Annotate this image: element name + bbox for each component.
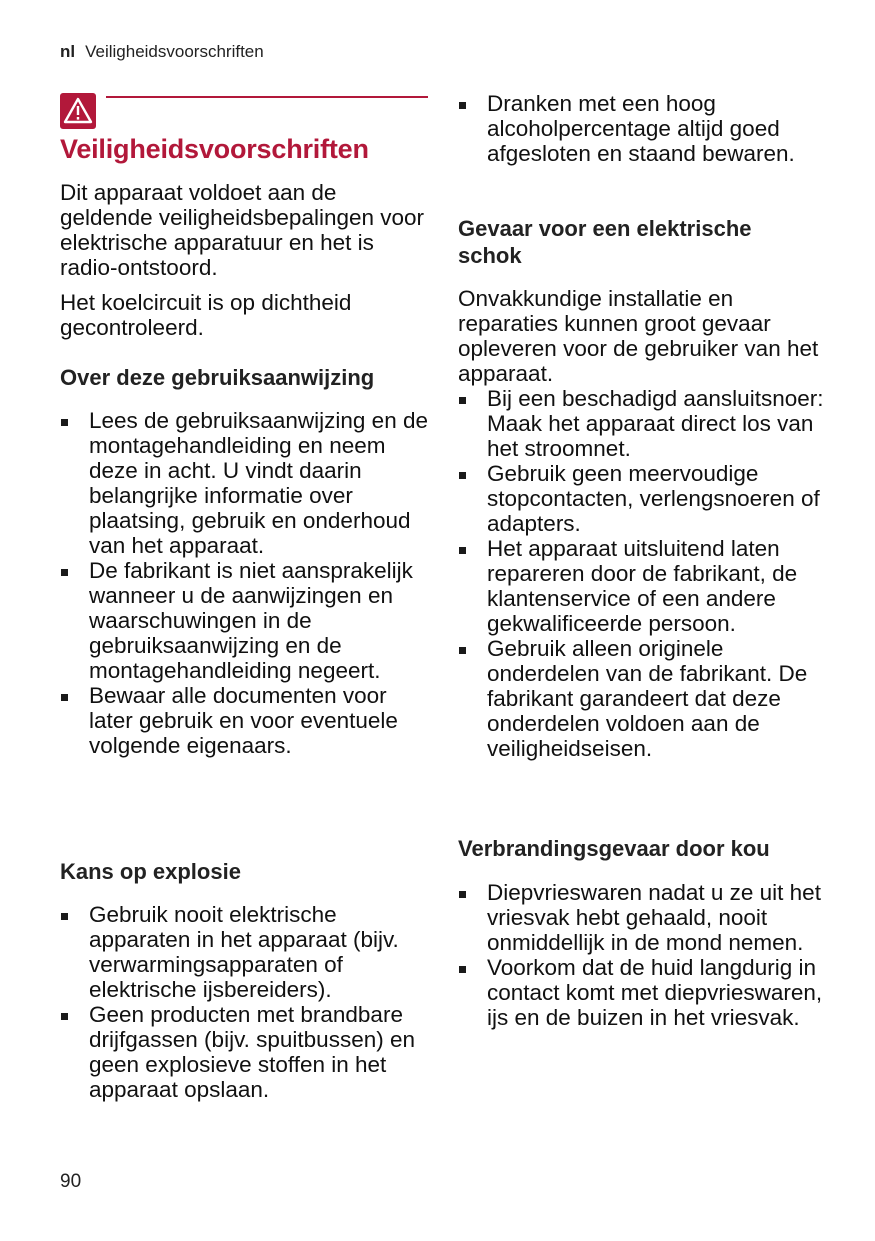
language-code: nl xyxy=(60,42,76,61)
heading-manual: Over deze gebruiksaanwijzing xyxy=(60,365,375,390)
list-item: Voorkom dat de huid langdurig in contact komt met diepvrieswaren, ijs en de buizen in het vriesvak. xyxy=(458,955,828,1030)
list-item: Gebruik nooit elektrische apparaten in het apparaat (bijv. verwarmingsapparaten of elektrische ijsbereiders). xyxy=(60,902,428,1002)
list-item: De fabrikant is niet aansprakelijk wanneer u de aanwijzingen en waarschuwingen in de gebruiksaanwijzing en de montagehandleiding negeert. xyxy=(60,558,428,683)
intro-paragraph-2: Het koelcircuit is op dichtheid gecontroleerd. xyxy=(60,290,352,340)
title-rule xyxy=(106,96,428,98)
list-item: Bewaar alle documenten voor later gebruik en voor eventuele volgende eigenaars. xyxy=(60,683,428,758)
electric-list xyxy=(458,386,828,761)
warning-triangle-icon xyxy=(60,93,96,129)
heading-electric: Gevaar voor een elektrische schok xyxy=(458,216,752,268)
explosion-list-continued xyxy=(458,91,828,166)
list-item: Gebruik alleen originele onderdelen van de fabrikant. De fabrikant garandeert dat deze onderdelen voldoen aan de veiligheidseisen. xyxy=(458,636,828,761)
explosion-list xyxy=(60,902,428,1102)
manual-list xyxy=(60,408,428,758)
page-title: Veiligheidsvoorschriften xyxy=(60,134,369,164)
running-header xyxy=(60,42,264,62)
list-item: Diepvrieswaren nadat u ze uit het vriesvak hebt gehaald, nooit onmiddellijk in de mond nemen. xyxy=(458,880,828,955)
list-item: Het apparaat uitsluitend laten repareren door de fabrikant, de klantenservice of een andere gekwalificeerde persoon. xyxy=(458,536,828,636)
list-item: Bij een beschadigd aansluitsnoer: Maak het apparaat direct los van het stroomnet. xyxy=(458,386,828,461)
list-item: Gebruik geen meervoudige stopcontacten, verlengsnoeren of adapters. xyxy=(458,461,828,536)
cold-list xyxy=(458,880,828,1030)
header-section: Veiligheidsvoorschriften xyxy=(85,42,264,61)
heading-cold: Verbrandingsgevaar door kou xyxy=(458,836,770,861)
electric-intro: Onvakkundige installatie en reparaties kunnen groot gevaar opleveren voor de gebruiker van het apparaat. xyxy=(458,286,819,386)
heading-explosion: Kans op explosie xyxy=(60,859,241,884)
list-item: Geen producten met brandbare drijfgassen (bijv. spuitbussen) en geen explosieve stoffen in het apparaat opslaan. xyxy=(60,1002,428,1102)
list-item: Lees de gebruiksaanwijzing en de montagehandleiding en neem deze in acht. U vindt daarin belangrijke informatie over plaatsing, gebruik en onderhoud van het apparaat. xyxy=(60,408,428,558)
intro-paragraph-1: Dit apparaat voldoet aan de geldende veiligheidsbepalingen voor elektrische apparatuur en het is radio-ontstoord. xyxy=(60,180,425,280)
list-item: Dranken met een hoog alcoholpercentage altijd goed afgesloten en staand bewaren. xyxy=(458,91,828,166)
page-number: 90 xyxy=(60,1171,82,1192)
